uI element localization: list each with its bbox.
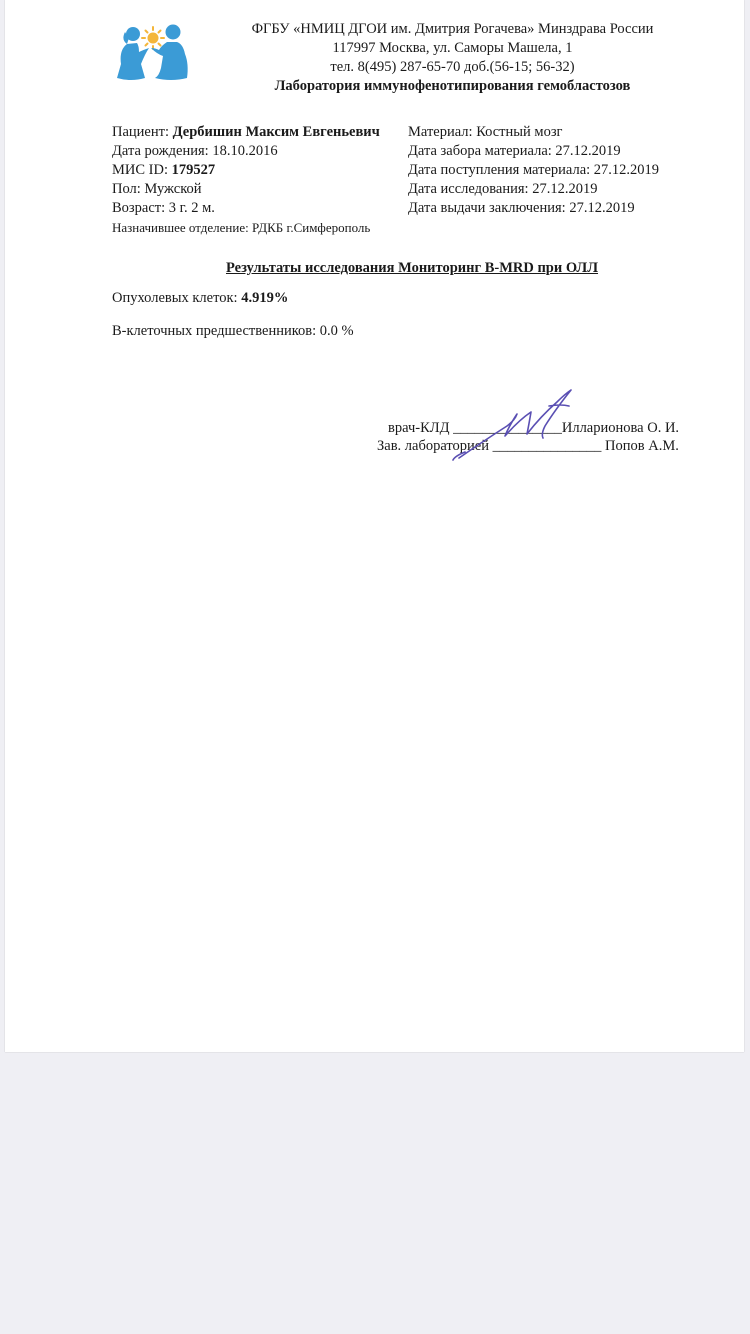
referring-department: Назначившее отделение: РДКБ г.Симферополь — [112, 220, 371, 235]
handwritten-signature-icon — [445, 386, 585, 466]
logo-children-icon — [111, 20, 193, 84]
institution-name: ФГБУ «НМИЦ ДГОИ им. Дмитрия Рогачева» Минздрава России — [251, 21, 654, 37]
issue-date: Дата выдачи заключения: 27.12.2019 — [408, 200, 635, 216]
study-date: Дата исследования: 27.12.2019 — [408, 181, 598, 197]
patient-name-label: Пациент: — [112, 124, 173, 140]
institution-address: 117997 Москва, ул. Саморы Машела, 1 — [332, 40, 573, 56]
collection-date: Дата забора материала: 27.12.2019 — [408, 143, 621, 159]
patient-name: Дербишин Максим Евгеньевич — [172, 124, 380, 140]
bcell-precursors-line: В-клеточных предшественников: 0.0 % — [112, 323, 354, 339]
patient-mis-line — [112, 161, 380, 180]
institution-phone: тел. 8(495) 287-65-70 доб.(56-15; 56-32) — [330, 59, 575, 75]
mis-id: 179527 — [171, 162, 216, 178]
laboratory-name: Лаборатория иммунофенотипирования гемобластозов — [274, 78, 631, 94]
tumor-cells-line — [112, 290, 288, 307]
patient-age: Возраст: 3 г. 2 м. — [112, 200, 215, 216]
material-info — [408, 123, 659, 218]
head-name: Попов А.М. — [601, 438, 679, 454]
doctor-name: Илларионова О. И. — [561, 420, 680, 436]
mis-label: МИС ID: — [112, 162, 172, 178]
institution-header — [235, 20, 670, 96]
patient-birth-date: Дата рождения: 18.10.2016 — [112, 143, 278, 159]
patient-info — [112, 123, 380, 237]
results-title: Результаты исследования Мониторинг B-MRD при ОЛЛ — [225, 260, 599, 276]
receipt-date: Дата поступления материала: 27.12.2019 — [408, 162, 660, 178]
tumor-cells-label: Опухолевых клеток: — [112, 290, 242, 306]
tumor-cells-value: 4.919% — [241, 290, 289, 306]
material-type: Материал: Костный мозг — [408, 124, 563, 140]
patient-sex: Пол: Мужской — [112, 181, 202, 197]
doctor-signature-blank: _______________ — [453, 420, 562, 436]
doctor-role: врач-КЛД — [388, 420, 454, 436]
patient-name-line — [112, 123, 380, 142]
head-role: Зав. лабораторией — [377, 438, 493, 454]
head-signature-blank: _______________ — [492, 438, 602, 454]
document-page — [5, 0, 744, 1052]
